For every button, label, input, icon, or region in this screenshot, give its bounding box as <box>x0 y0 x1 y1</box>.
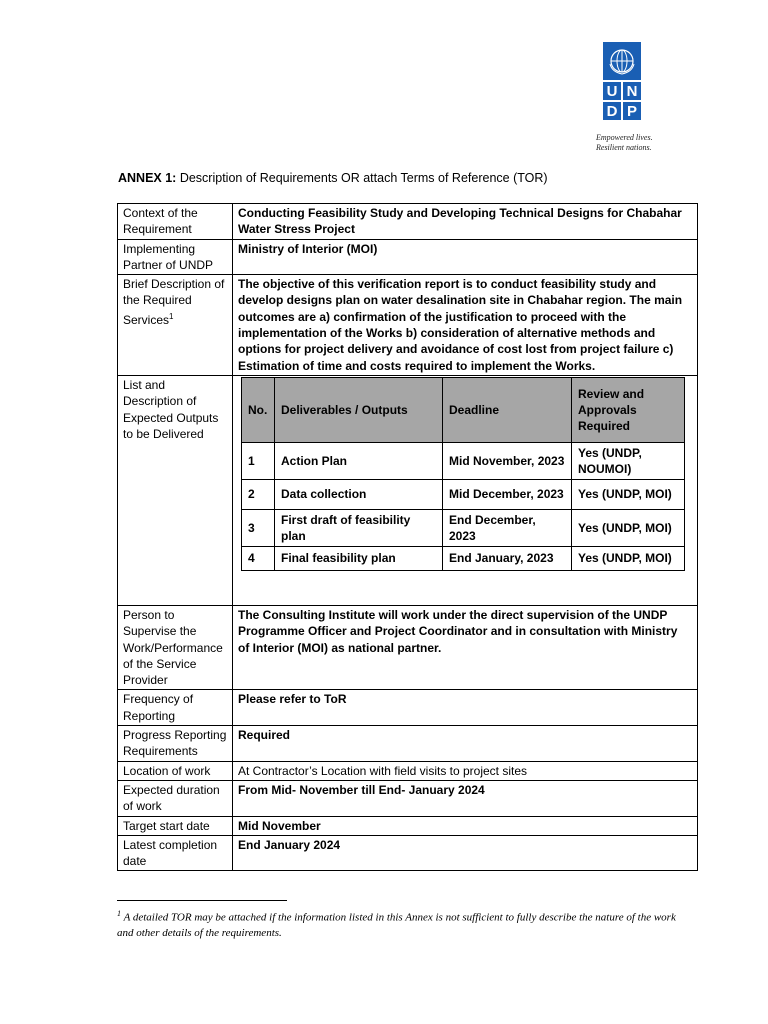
table-row <box>118 275 698 376</box>
logo-letter: D <box>603 102 621 120</box>
header-approvals: Review and Approvals Required <box>572 377 685 442</box>
row-value: Required <box>233 726 698 762</box>
table-row <box>118 605 698 689</box>
logo-letter: U <box>603 82 621 100</box>
deliverable-name: Action Plan <box>275 442 443 479</box>
deliverable-name: First draft of feasibility plan <box>275 509 443 546</box>
logo-letter: N <box>623 82 641 100</box>
table-row <box>118 816 698 835</box>
deliverable-no: 3 <box>242 509 275 546</box>
row-label: Context of the Requirement <box>118 204 233 240</box>
row-value: Mid November <box>233 816 698 835</box>
footnote <box>117 906 677 941</box>
footnote-mark: 1 <box>117 909 121 918</box>
row-value: Ministry of Interior (MOI) <box>233 239 698 275</box>
table-row <box>118 375 698 605</box>
annex-label: ANNEX 1: <box>118 171 177 185</box>
deliverables-table <box>241 377 685 571</box>
deliverable-row <box>242 442 685 479</box>
tagline-line: Empowered lives. <box>596 133 653 142</box>
table-row <box>118 239 698 275</box>
row-label: Implementing Partner of UNDP <box>118 239 233 275</box>
row-label: Expected duration of work <box>118 780 233 816</box>
header-deadline: Deadline <box>443 377 572 442</box>
brief-label-text: Brief Description of the Required Services <box>123 277 225 327</box>
row-value: Conducting Feasibility Study and Developing Technical Designs for Chabahar Water Stress Project <box>233 204 698 240</box>
table-row <box>118 835 698 871</box>
row-value: End January 2024 <box>233 835 698 871</box>
tagline-line: Resilient nations. <box>596 143 652 152</box>
logo-tagline <box>596 133 666 153</box>
deliverable-deadline: Mid December, 2023 <box>443 479 572 509</box>
annex-title <box>118 171 548 185</box>
table-row <box>118 690 698 726</box>
table-row <box>118 204 698 240</box>
footnote-text: A detailed TOR may be attached if the information listed in this Annex is not sufficient to fully describe the nature of the work and other details of the requirements. <box>117 911 676 939</box>
table-row <box>118 761 698 780</box>
requirements-table <box>117 203 698 871</box>
deliverable-deadline: End December, 2023 <box>443 509 572 546</box>
deliverable-no: 4 <box>242 546 275 570</box>
row-label: List and Description of Expected Outputs to be Delivered <box>118 375 233 605</box>
row-label: Location of work <box>118 761 233 780</box>
row-label: Person to Supervise the Work/Performance of the Service Provider <box>118 605 233 689</box>
header-no: No. <box>242 377 275 442</box>
row-value: From Mid- November till End- January 2024 <box>233 780 698 816</box>
table-row <box>118 780 698 816</box>
deliverable-deadline: Mid November, 2023 <box>443 442 572 479</box>
deliverable-no: 2 <box>242 479 275 509</box>
row-value: The Consulting Institute will work under the direct supervision of the UNDP Programme Officer and Project Coordinator and in consultation with Ministry of Interior (MOI) as national partner. <box>233 605 698 689</box>
deliverable-name: Final feasibility plan <box>275 546 443 570</box>
row-label: Target start date <box>118 816 233 835</box>
footnote-marker: 1 <box>169 311 174 321</box>
row-label: Progress Reporting Requirements <box>118 726 233 762</box>
row-label: Frequency of Reporting <box>118 690 233 726</box>
deliverable-approval: Yes (UNDP, NOUMOI) <box>572 442 685 479</box>
un-emblem-icon <box>603 42 641 80</box>
deliverable-approval: Yes (UNDP, MOI) <box>572 509 685 546</box>
row-value: The objective of this verification report is to conduct feasibility study and develop designs plan on water desalination site in Chabahar region. The main outcomes are a) confirmation of the justification to proceed with the implementation of the Works b) consideration of alternative methods and options for project delivery and avoidance of cost lost from project failure c) Estimation of time and costs required to implement the Works. <box>233 275 698 376</box>
row-label: Latest completion date <box>118 835 233 871</box>
row-label <box>118 275 233 376</box>
deliverable-row <box>242 546 685 570</box>
deliverable-row <box>242 479 685 509</box>
footnote-separator <box>117 900 287 901</box>
deliverables-header-row <box>242 377 685 442</box>
logo-letter: P <box>623 102 641 120</box>
row-value: Please refer to ToR <box>233 690 698 726</box>
deliverable-name: Data collection <box>275 479 443 509</box>
undp-logo <box>603 42 641 120</box>
table-row <box>118 726 698 762</box>
header-deliverables: Deliverables / Outputs <box>275 377 443 442</box>
deliverable-no: 1 <box>242 442 275 479</box>
deliverable-approval: Yes (UNDP, MOI) <box>572 479 685 509</box>
row-value <box>233 375 698 605</box>
deliverable-row <box>242 509 685 546</box>
deliverable-approval: Yes (UNDP, MOI) <box>572 546 685 570</box>
deliverable-deadline: End January, 2023 <box>443 546 572 570</box>
row-value: At Contractor’s Location with field visits to project sites <box>233 761 698 780</box>
annex-title-text: Description of Requirements OR attach Terms of Reference (TOR) <box>179 171 548 185</box>
